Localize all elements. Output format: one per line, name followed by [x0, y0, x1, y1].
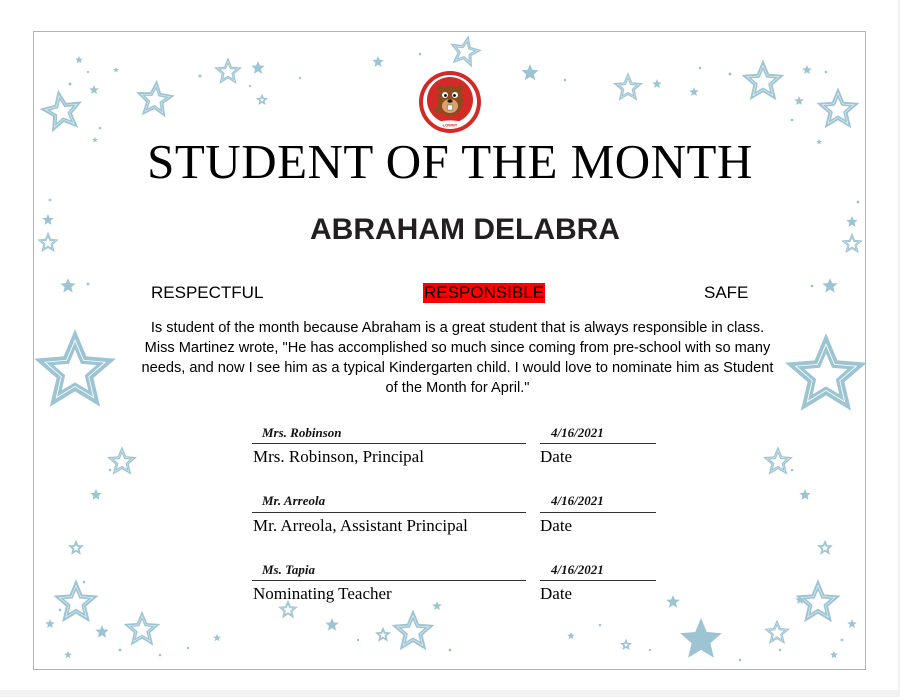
assistant-principal-sign-date: 4/16/2021: [551, 493, 604, 508]
principal-signature: Mrs. Robinson: [262, 425, 342, 440]
date-line: [540, 580, 656, 581]
trait-respectful: RESPECTFUL: [151, 283, 264, 302]
date-line: [540, 512, 656, 513]
signature-line: [252, 580, 526, 581]
beaver-mascot-logo: [418, 70, 482, 134]
trait-safe: SAFE: [704, 283, 749, 302]
signature-line: [252, 512, 526, 513]
mascot-lettering: LOWRY: [442, 122, 458, 128]
certificate-title: STUDENT OF THE MONTH: [147, 134, 753, 189]
principal-sign-date: 4/16/2021: [551, 425, 604, 440]
signature-line: [252, 443, 526, 444]
teacher-signature: Ms. Tapia: [262, 562, 315, 577]
trait-responsible-highlighted: RESPONSIBLE: [424, 283, 544, 302]
nomination-reason: Is student of the month because Abraham is a great student that is always responsible in class. Miss Martinez wrote, "He has accomplished so much since coming from pre-school with so many needs, and now I see him as a typical Kindergarten child. I would love to nominate him as Student of the Month for April.": [141, 320, 774, 396]
principal-caption: Mrs. Robinson, Principal: [253, 447, 424, 466]
date-caption: Date: [540, 447, 573, 466]
assistant-principal-caption: Mr. Arreola, Assistant Principal: [253, 516, 468, 535]
student-name: ABRAHAM DELABRA: [310, 213, 620, 246]
date-caption: Date: [540, 584, 573, 603]
teacher-sign-date: 4/16/2021: [551, 562, 604, 577]
teacher-caption: Nominating Teacher: [253, 584, 392, 603]
assistant-principal-signature: Mr. Arreola: [262, 493, 326, 508]
date-line: [540, 443, 656, 444]
date-caption: Date: [540, 516, 573, 535]
